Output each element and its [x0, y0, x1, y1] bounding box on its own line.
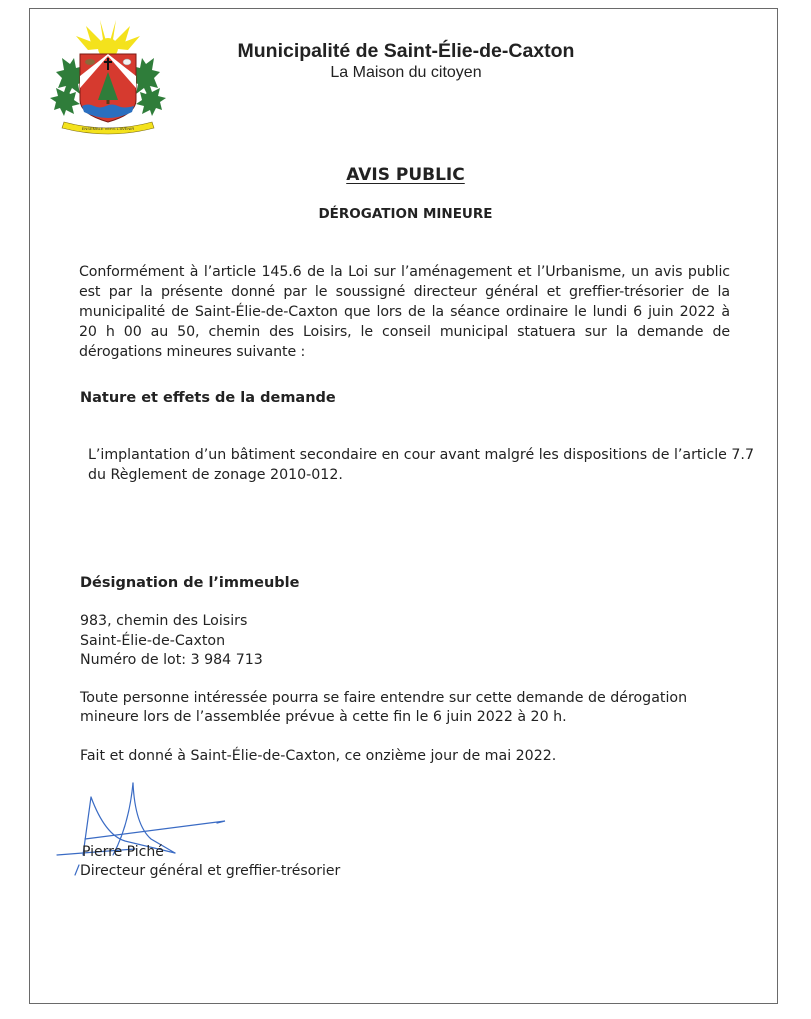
municipality-name: Municipalité de Saint-Élie-de-Caxton — [237, 40, 575, 62]
designation-heading: Désignation de l’immeuble — [80, 575, 300, 591]
property-lot-number: Numéro de lot: 3 984 713 — [80, 652, 263, 668]
municipality-tagline: La Maison du citoyen — [330, 64, 482, 81]
notice-title: AVIS PUBLIC — [346, 165, 465, 185]
property-address: 983, chemin des Loisirs — [80, 613, 248, 629]
intro-line: dérogations mineures suivante : — [79, 344, 306, 360]
intro-line: est par la présente donné par le soussigné directeur général et greffier-trésorier de la — [79, 284, 730, 300]
signatory-role: Directeur général et greffier-trésorier — [80, 863, 341, 879]
svg-text:ENSEMBLE VERS L'AVENIR: ENSEMBLE VERS L'AVENIR — [81, 126, 135, 131]
nature-heading: Nature et effets de la demande — [80, 390, 336, 406]
hearing-line: mineure lors de l’assemblée prévue à cette fin le 6 juin 2022 à 20 h. — [80, 709, 567, 725]
sun-icon — [76, 20, 140, 58]
hearing-line: Toute personne intéressée pourra se faire entendre sur cette demande de dérogation — [80, 690, 688, 706]
done-at-statement: Fait et donné à Saint-Élie-de-Caxton, ce onzième jour de mai 2022. — [80, 748, 557, 764]
intro-line: Conformément à l’article 145.6 de la Loi sur l’aménagement et l’Urbanisme, un avis public — [79, 264, 730, 280]
nature-line: du Règlement de zonage 2010-012. — [88, 467, 343, 483]
property-city: Saint-Élie-de-Caxton — [80, 633, 226, 649]
intro-paragraph — [79, 262, 730, 362]
nature-line: L’implantation d’un bâtiment secondaire en cour avant malgré les dispositions de l’article 7.7 — [88, 447, 754, 463]
intro-line: municipalité de Saint-Élie-de-Caxton que lors de la séance ordinaire le lundi 6 juin 2022 à — [79, 304, 730, 320]
signatory-name: Pierre Piché — [82, 844, 164, 860]
notice-subtitle: DÉROGATION MINEURE — [318, 206, 493, 222]
coat-of-arms-logo — [48, 18, 168, 136]
intro-line: 20 h 00 au 50, chemin des Loisirs, le conseil municipal statuera sur la demande de — [79, 324, 730, 340]
